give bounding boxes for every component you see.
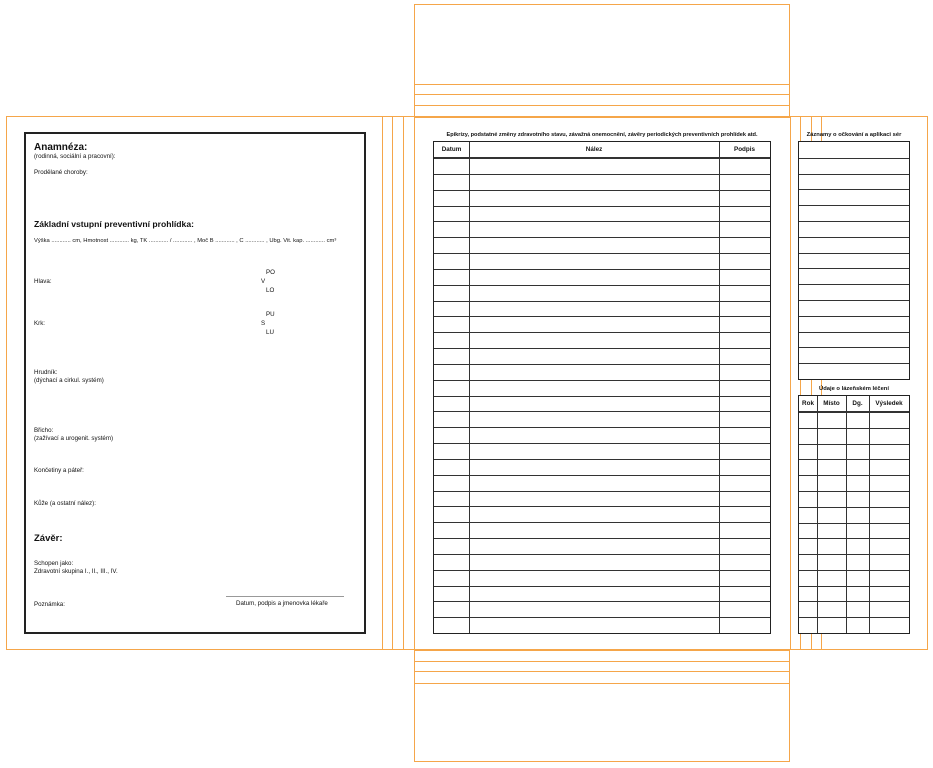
fold-line [403,116,404,650]
limbs-label: Končetiny a páteř: [34,467,84,474]
anamneza-subtitle: (rodinná, sociální a pracovní): [34,153,116,160]
row-line [799,444,909,445]
column-header-dg: Dg. [852,400,863,407]
neck-mark-lu: LU [266,329,274,336]
note-label: Poznámka: [34,601,65,608]
column-line [719,142,720,633]
column-header-misto: Místo [823,400,840,407]
head-mark-po: PO [266,269,275,276]
anamneza-title: Anamnéza: [34,142,88,153]
spa-table [798,395,910,634]
conclusion-title: Závěr: [34,533,63,544]
vaccinations-table [798,141,910,380]
fold-line [790,116,791,650]
belly-label: Břicho: [34,427,54,434]
row-line [799,459,909,460]
row-line [799,332,909,333]
row-line [799,221,909,222]
row-line [799,158,909,159]
row-line [799,617,909,618]
health-group-label: Zdravotní skupina I., II., III., IV. [34,568,118,575]
column-header-datum: Datum [441,146,462,153]
prior-diseases-label: Prodělané choroby: [34,169,88,176]
column-line [869,396,870,633]
row-line [799,363,909,364]
column-line [469,142,470,633]
signature-label: Datum, podpis a jmenovka lékaře [236,600,328,607]
fold-line [382,116,383,650]
skin-label: Kůže (a ostatní nález): [34,500,96,507]
fold-line [414,661,790,662]
row-line [799,523,909,524]
neck-mark-s: S [261,320,266,327]
fold-line [414,671,790,672]
head-mark-lo: LO [266,287,275,294]
row-line [799,316,909,317]
column-header-nalez: Nález [585,146,603,153]
row-line [799,491,909,492]
vaccinations-title: Záznamy o očkování a aplikaci sér [806,132,902,138]
row-line [799,300,909,301]
neck-mark-pu: PU [266,311,275,318]
row-line [799,237,909,238]
row-line [799,428,909,429]
fold-line [414,94,790,95]
row-line [799,538,909,539]
row-line [799,475,909,476]
head-mark-v: V [261,278,266,285]
row-line [799,284,909,285]
belly-sublabel: (zažívací a urogenit. systém) [34,435,114,442]
flap-top [414,4,790,118]
chest-label: Hrudník: [34,369,58,376]
column-line [817,396,818,633]
fold-line [414,116,415,650]
row-line [799,347,909,348]
row-line [799,174,909,175]
row-line [799,554,909,555]
fold-line [414,683,790,684]
row-line [799,507,909,508]
exam-title: Základní vstupní preventivní prohlídka: [34,219,194,229]
column-header-podpis: Podpis [734,146,755,153]
measurements-line: Výška ............ cm, Hmotnost ............ kg, TK ............ / ............ , Moč B ............ , C ............ , Ubg. Vit. kap. ............ cm³ [34,238,337,244]
column-header-rok: Rok [802,400,814,407]
row-line [799,601,909,602]
column-header-vysledek: Výsledek [875,400,903,407]
anamnesis-panel [24,132,366,634]
column-line [846,396,847,633]
chest-sublabel: (dýchací a cirkul. systém) [34,377,104,384]
fold-line [414,84,790,85]
row-line [799,586,909,587]
row-line [799,189,909,190]
neck-label: Krk: [34,320,46,327]
spa-title: Údaje o lázeňském léčení [819,386,889,392]
epikrizy-table [433,141,771,634]
fold-line [414,105,790,106]
epikrizy-title: Epikrízy, podstatné změny zdravotního stavu, závažná onemocnění, závěry periodických preventivních prohlídek atd. [446,132,758,138]
row-line [799,253,909,254]
row-line [799,205,909,206]
signature-line [226,596,344,597]
flap-bottom [414,650,790,762]
fit-as-label: Schopen jako: [34,560,74,567]
row-line [799,268,909,269]
head-label: Hlava: [34,278,52,285]
row-line [799,570,909,571]
header-divider [799,411,909,413]
fold-line [392,116,393,650]
